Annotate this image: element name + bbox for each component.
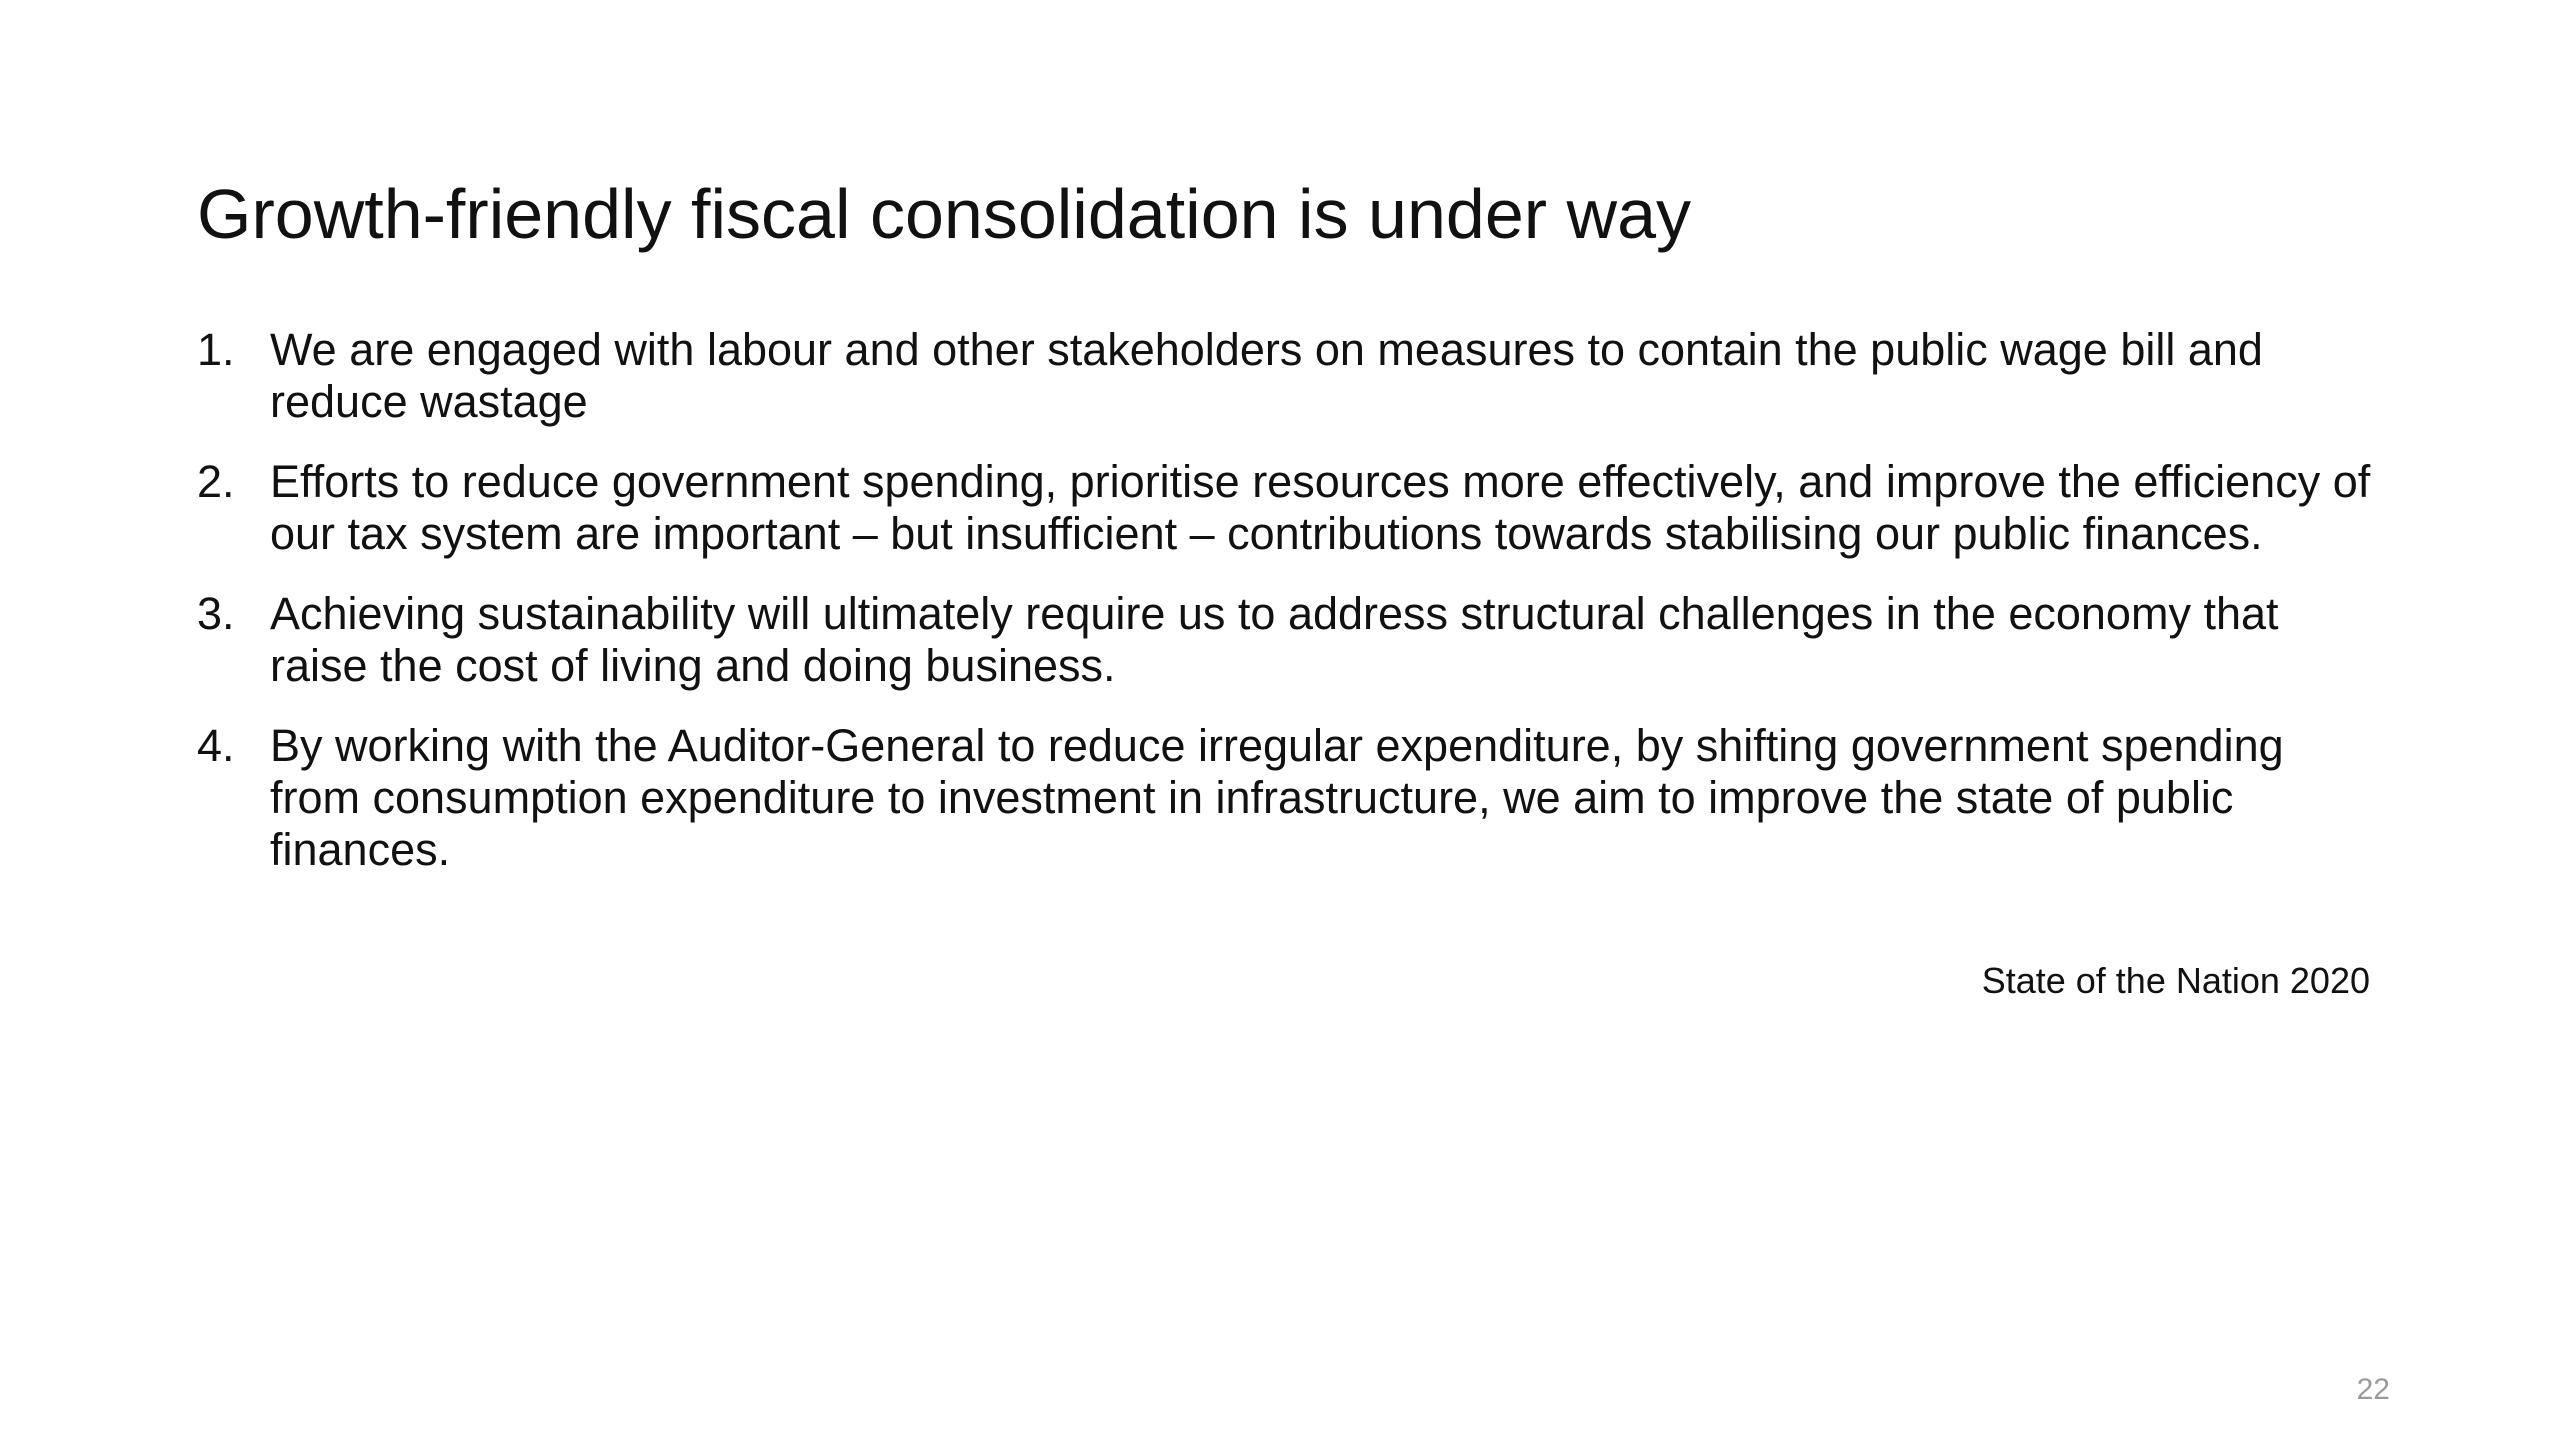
list-item-number: 1. [197,324,235,375]
list-item-text: Achieving sustainability will ultimately require us to address structural challenges in the economy that raise the cost of living and doing business. [270,588,2279,691]
page-number: 22 [2356,1373,2390,1406]
list-item-text: We are engaged with labour and other stakeholders on measures to contain the public wage bill and reduce wastage [270,324,2263,427]
slide-title: Growth-friendly fiscal consolidation is under way [197,175,1691,253]
list-item-number: 2. [197,456,235,507]
numbered-point-list [197,324,2377,904]
list-item [197,324,2377,428]
list-item-text: Efforts to reduce government spending, prioritise resources more effectively, and improve the efficiency of our tax system are important – but insufficient – contributions towards stabilising our public finances. [270,456,2371,559]
list-item [197,588,2377,692]
list-item [197,720,2377,876]
list-item-number: 4. [197,720,235,771]
list-item-text: By working with the Auditor-General to reduce irregular expenditure, by shifting government spending from consumption expenditure to investment in infrastructure, we aim to improve the state of public finances. [270,720,2284,875]
list-item-number: 3. [197,588,235,639]
source-attribution: State of the Nation 2020 [1981,960,2370,1001]
list-item [197,456,2377,560]
